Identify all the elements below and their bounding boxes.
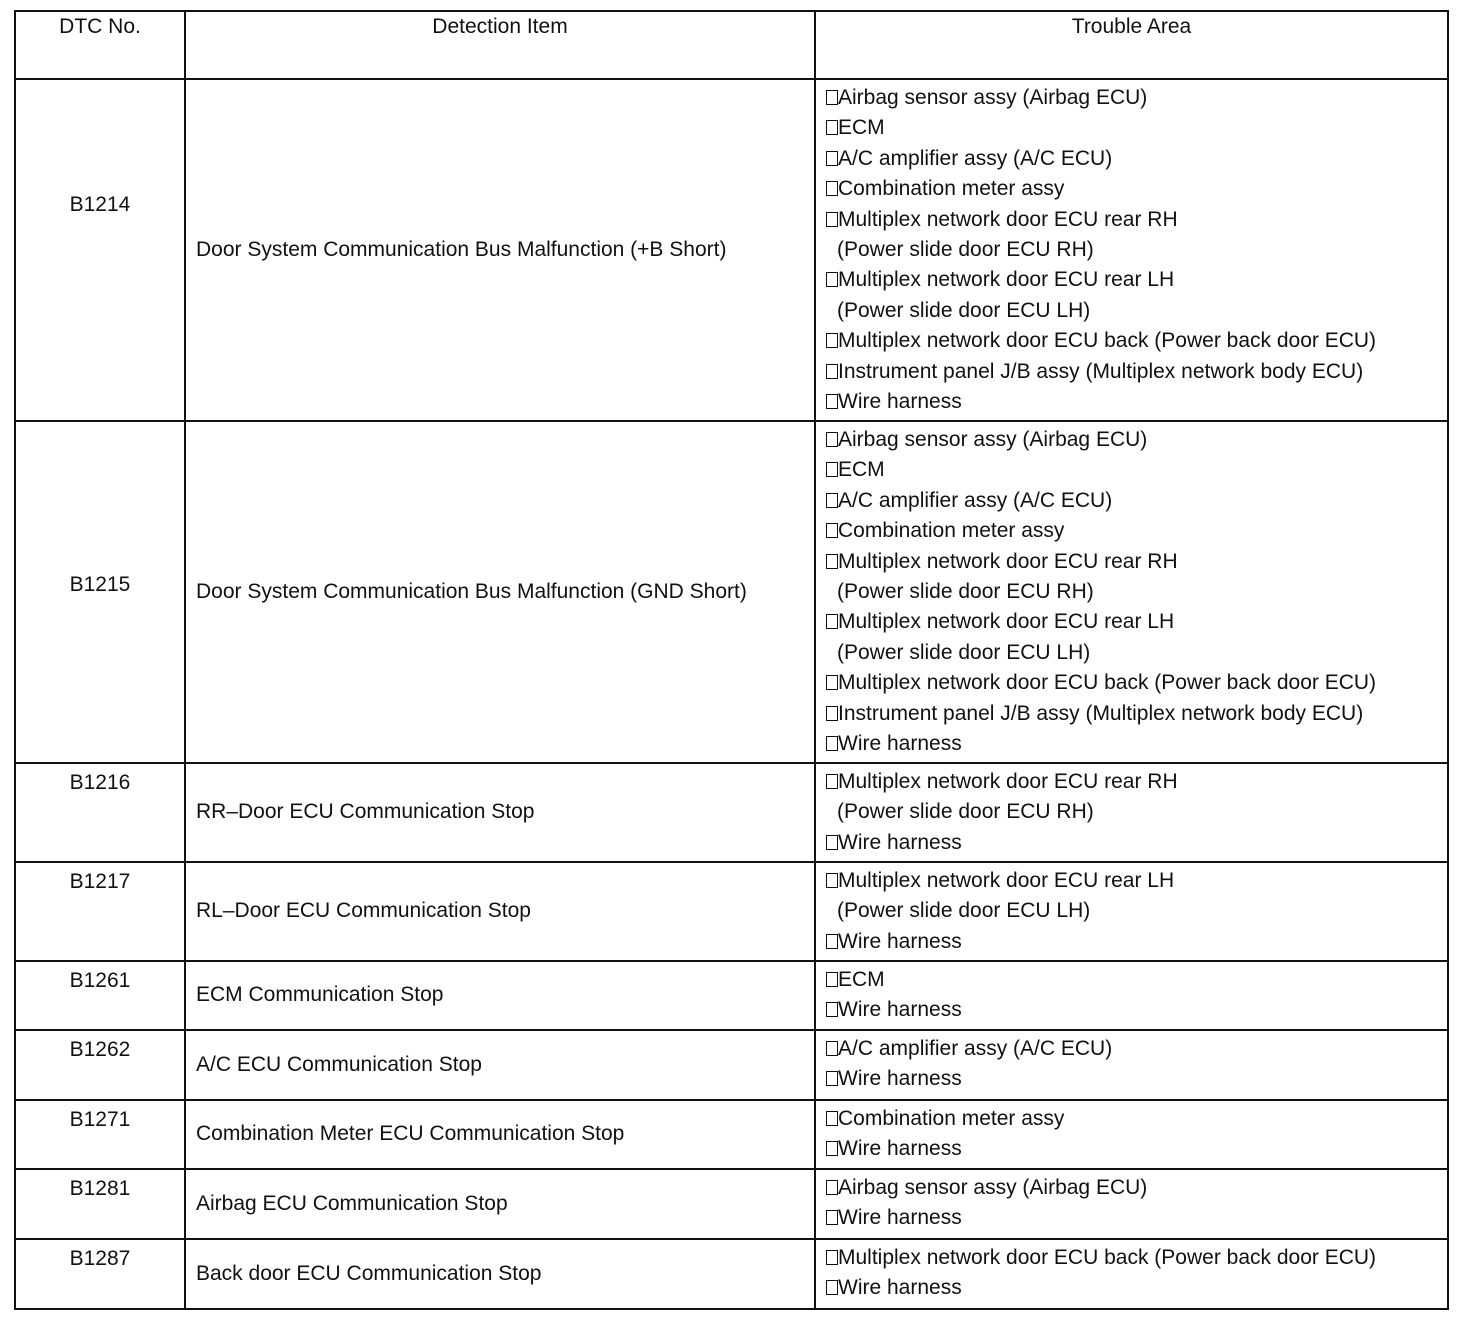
- trouble-area-text: Multiplex network door ECU rear LH: [838, 268, 1175, 292]
- trouble-area-item: [826, 486, 1447, 516]
- checkbox-bullet-icon: [826, 835, 838, 850]
- trouble-area-list: [815, 79, 1448, 421]
- checkbox-bullet-icon: [826, 1250, 838, 1265]
- checkbox-bullet-icon: [826, 1071, 838, 1086]
- checkbox-bullet-icon: [826, 333, 838, 348]
- trouble-area-text: Wire harness: [838, 1206, 962, 1230]
- checkbox-bullet-icon: [826, 554, 838, 569]
- checkbox-bullet-icon: [826, 181, 838, 196]
- trouble-area-item: [826, 1273, 1447, 1303]
- trouble-area-item: [826, 1064, 1447, 1094]
- checkbox-bullet-icon: [826, 462, 838, 477]
- trouble-area-item: [826, 265, 1447, 295]
- trouble-area-text: (Power slide door ECU RH): [837, 580, 1094, 604]
- checkbox-bullet-icon: [826, 90, 838, 105]
- table-row: [15, 1030, 1448, 1100]
- checkbox-bullet-icon: [826, 120, 838, 135]
- trouble-area-list: [815, 862, 1448, 961]
- trouble-area-list: [815, 961, 1448, 1030]
- dtc-code: B1261: [15, 961, 185, 1030]
- trouble-area-text: Combination meter assy: [838, 1107, 1065, 1130]
- trouble-area-list: [815, 1030, 1448, 1100]
- header-trouble-area: Trouble Area: [815, 11, 1448, 79]
- trouble-area-text: Wire harness: [838, 1137, 962, 1161]
- trouble-area-item: [826, 638, 1447, 668]
- trouble-area-item: [826, 296, 1447, 326]
- checkbox-bullet-icon: [826, 1041, 838, 1056]
- trouble-area-item: [826, 387, 1447, 417]
- trouble-area-item: [826, 83, 1447, 113]
- trouble-area-text: Multiplex network door ECU rear RH: [838, 549, 1178, 573]
- detection-item: Airbag ECU Communication Stop: [185, 1169, 815, 1239]
- checkbox-bullet-icon: [826, 614, 838, 629]
- trouble-area-text: Wire harness: [838, 1067, 962, 1091]
- checkbox-bullet-icon: [826, 432, 838, 447]
- trouble-area-item: [826, 425, 1447, 455]
- trouble-area-item: [826, 729, 1447, 759]
- trouble-area-item: [826, 965, 1447, 995]
- table-row: [15, 1239, 1448, 1309]
- trouble-area-item: [826, 1203, 1447, 1233]
- trouble-area-text: A/C amplifier assy (A/C ECU): [838, 146, 1113, 170]
- detection-item: Door System Communication Bus Malfunction (+B Short): [185, 79, 815, 421]
- checkbox-bullet-icon: [826, 1111, 838, 1126]
- checkbox-bullet-icon: [826, 934, 838, 949]
- dtc-code: B1262: [15, 1030, 185, 1100]
- dtc-code: B1271: [15, 1100, 185, 1169]
- dtc-code: B1281: [15, 1169, 185, 1239]
- dtc-code: B1287: [15, 1239, 185, 1309]
- detection-item: A/C ECU Communication Stop: [185, 1030, 815, 1100]
- trouble-area-list: [815, 1239, 1448, 1309]
- trouble-area-text: ECM: [838, 458, 885, 482]
- trouble-area-item: [826, 547, 1447, 577]
- trouble-area-text: Combination meter assy: [838, 519, 1065, 543]
- detection-item: RL–Door ECU Communication Stop: [185, 862, 815, 961]
- trouble-area-text: Wire harness: [838, 929, 962, 953]
- header-dtc-no: DTC No.: [15, 11, 185, 79]
- table-row: [15, 79, 1448, 421]
- trouble-area-text: Multiplex network door ECU rear LH: [838, 869, 1175, 892]
- trouble-area-text: A/C amplifier assy (A/C ECU): [838, 1037, 1113, 1060]
- trouble-area-text: Multiplex network door ECU rear RH: [838, 770, 1178, 793]
- checkbox-bullet-icon: [826, 364, 838, 379]
- trouble-area-text: Wire harness: [838, 732, 962, 756]
- detection-item: RR–Door ECU Communication Stop: [185, 763, 815, 862]
- trouble-area-text: (Power slide door ECU RH): [837, 800, 1094, 824]
- trouble-area-text: Wire harness: [838, 390, 962, 414]
- trouble-area-text: Multiplex network door ECU back (Power back door ECU): [838, 671, 1377, 695]
- detection-item: Combination Meter ECU Communication Stop: [185, 1100, 815, 1169]
- detection-item: Door System Communication Bus Malfunction (GND Short): [185, 421, 815, 763]
- trouble-area-item: [826, 995, 1447, 1025]
- trouble-area-item: [826, 828, 1447, 858]
- trouble-area-item: [826, 668, 1447, 698]
- trouble-area-text: ECM: [838, 968, 885, 991]
- trouble-area-item: [826, 699, 1447, 729]
- checkbox-bullet-icon: [826, 272, 838, 287]
- checkbox-bullet-icon: [826, 873, 838, 888]
- trouble-area-list: [815, 421, 1448, 763]
- trouble-area-text: Multiplex network door ECU back (Power back door ECU): [838, 1246, 1377, 1269]
- trouble-area-item: [826, 235, 1447, 265]
- trouble-area-item: [826, 1173, 1447, 1203]
- trouble-area-item: [826, 767, 1447, 797]
- trouble-area-item: [826, 866, 1447, 896]
- trouble-area-text: Multiplex network door ECU back (Power back door ECU): [838, 329, 1377, 353]
- trouble-area-item: [826, 1104, 1447, 1134]
- trouble-area-item: [826, 144, 1447, 174]
- table-row: [15, 1100, 1448, 1169]
- checkbox-bullet-icon: [826, 774, 838, 789]
- trouble-area-text: Airbag sensor assy (Airbag ECU): [838, 1176, 1148, 1199]
- checkbox-bullet-icon: [826, 1210, 838, 1225]
- trouble-area-text: Airbag sensor assy (Airbag ECU): [838, 428, 1148, 451]
- checkbox-bullet-icon: [826, 1141, 838, 1156]
- checkbox-bullet-icon: [826, 151, 838, 166]
- trouble-area-text: Wire harness: [838, 998, 962, 1022]
- trouble-area-item: [826, 455, 1447, 485]
- trouble-area-item: [826, 174, 1447, 204]
- checkbox-bullet-icon: [826, 1002, 838, 1017]
- dtc-code: B1215: [15, 421, 185, 763]
- trouble-area-item: [826, 797, 1447, 827]
- trouble-area-text: Combination meter assy: [838, 177, 1065, 201]
- checkbox-bullet-icon: [826, 493, 838, 508]
- trouble-area-item: [826, 1134, 1447, 1164]
- checkbox-bullet-icon: [826, 1280, 838, 1295]
- table-row: [15, 421, 1448, 763]
- trouble-area-text: Instrument panel J/B assy (Multiplex network body ECU): [838, 359, 1364, 383]
- trouble-area-text: Wire harness: [838, 1276, 962, 1300]
- detection-item: Back door ECU Communication Stop: [185, 1239, 815, 1309]
- trouble-area-text: Wire harness: [838, 830, 962, 854]
- trouble-area-item: [826, 1034, 1447, 1064]
- trouble-area-text: (Power slide door ECU LH): [837, 298, 1091, 322]
- trouble-area-item: [826, 516, 1447, 546]
- trouble-area-item: [826, 113, 1447, 143]
- header-row: [15, 11, 1448, 79]
- dtc-code: B1216: [15, 763, 185, 862]
- table-row: [15, 961, 1448, 1030]
- trouble-area-text: ECM: [838, 116, 885, 140]
- checkbox-bullet-icon: [826, 736, 838, 751]
- trouble-area-text: Instrument panel J/B assy (Multiplex network body ECU): [838, 701, 1364, 725]
- trouble-area-text: (Power slide door ECU LH): [837, 640, 1091, 664]
- checkbox-bullet-icon: [826, 1180, 838, 1195]
- dtc-code: B1214: [15, 79, 185, 421]
- checkbox-bullet-icon: [826, 212, 838, 227]
- trouble-area-item: [826, 896, 1447, 926]
- checkbox-bullet-icon: [826, 706, 838, 721]
- checkbox-bullet-icon: [826, 972, 838, 987]
- trouble-area-item: [826, 205, 1447, 235]
- trouble-area-text: (Power slide door ECU LH): [837, 899, 1091, 923]
- trouble-area-item: [826, 607, 1447, 637]
- trouble-area-item: [826, 1243, 1447, 1273]
- trouble-area-text: A/C amplifier assy (A/C ECU): [838, 488, 1113, 512]
- table-row: [15, 763, 1448, 862]
- trouble-area-text: Multiplex network door ECU rear RH: [838, 207, 1178, 231]
- trouble-area-text: Airbag sensor assy (Airbag ECU): [838, 86, 1148, 109]
- trouble-area-item: [826, 577, 1447, 607]
- table-row: [15, 862, 1448, 961]
- trouble-area-item: [826, 357, 1447, 387]
- trouble-area-list: [815, 1100, 1448, 1169]
- dtc-code: B1217: [15, 862, 185, 961]
- header-detection-item: Detection Item: [185, 11, 815, 79]
- checkbox-bullet-icon: [826, 675, 838, 690]
- trouble-area-list: [815, 763, 1448, 862]
- trouble-area-list: [815, 1169, 1448, 1239]
- checkbox-bullet-icon: [826, 523, 838, 538]
- dtc-table: [14, 10, 1449, 1310]
- checkbox-bullet-icon: [826, 394, 838, 409]
- dtc-table-body: [15, 11, 1448, 1309]
- trouble-area-text: (Power slide door ECU RH): [837, 238, 1094, 262]
- trouble-area-item: [826, 927, 1447, 957]
- trouble-area-text: Multiplex network door ECU rear LH: [838, 610, 1175, 634]
- detection-item: ECM Communication Stop: [185, 961, 815, 1030]
- trouble-area-item: [826, 326, 1447, 356]
- table-row: [15, 1169, 1448, 1239]
